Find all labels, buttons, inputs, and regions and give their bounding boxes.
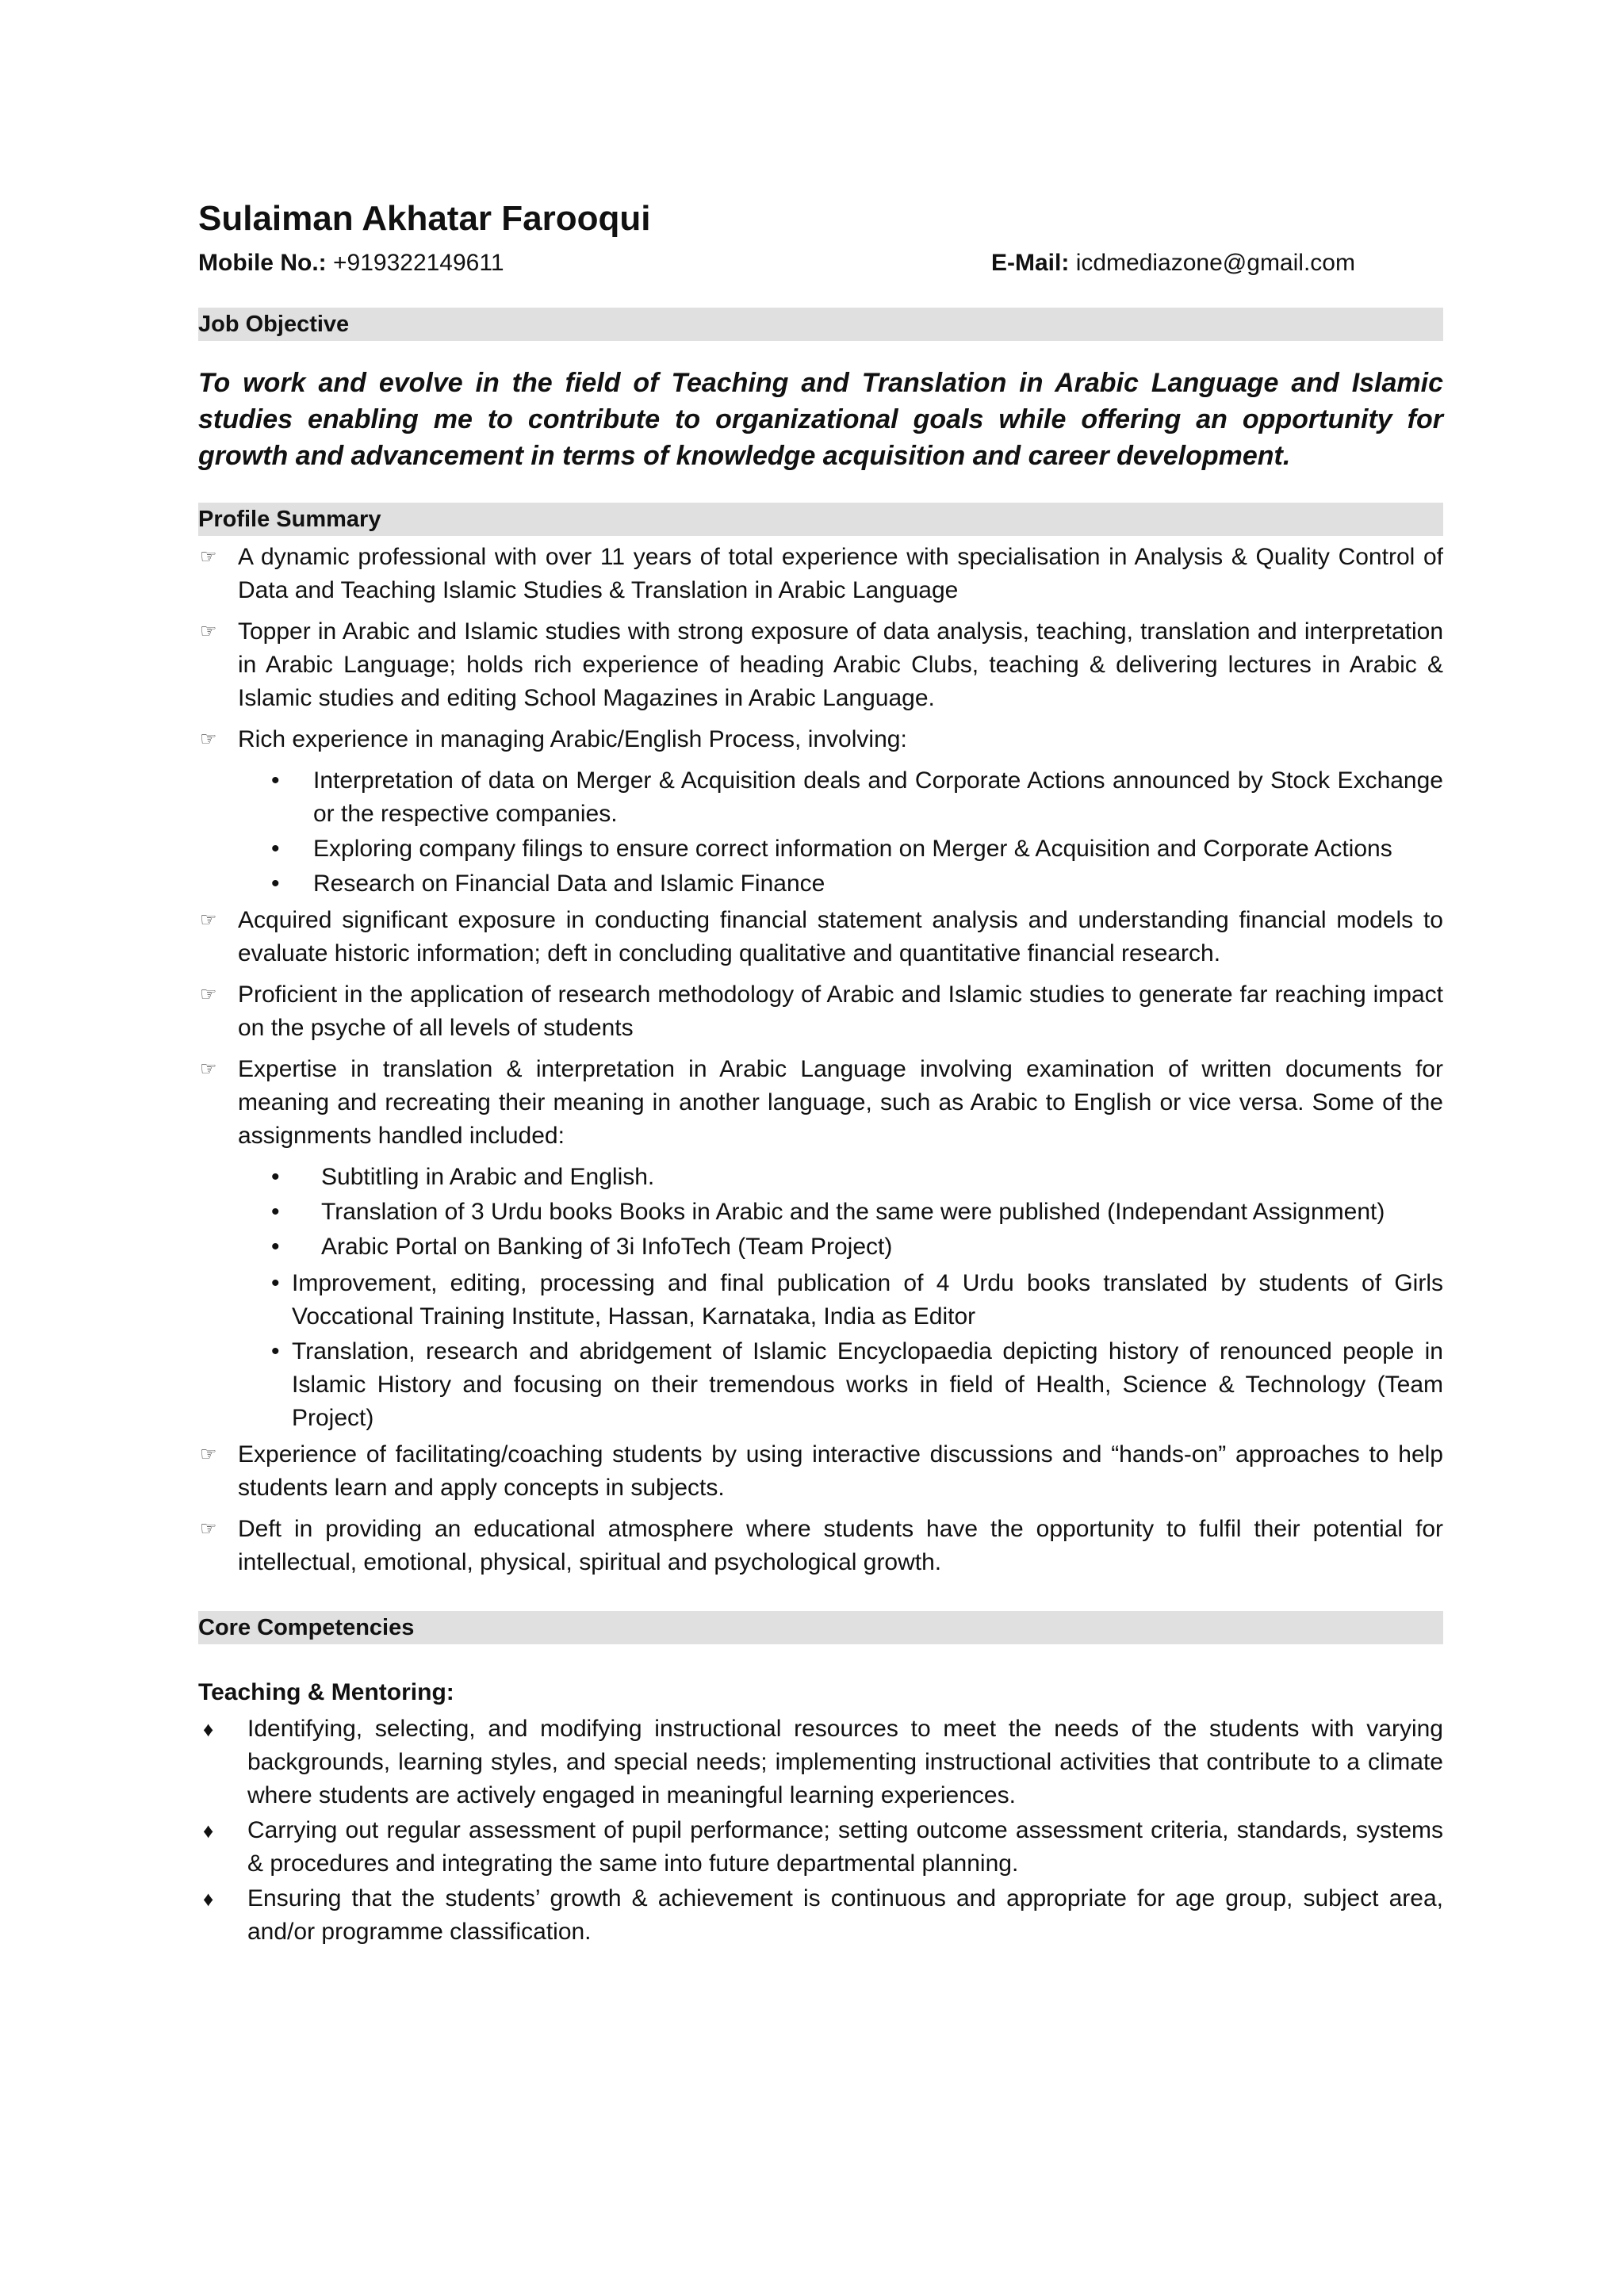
core-competencies-heading: Core Competencies: [198, 1611, 1443, 1644]
sub-list-item-text: Interpretation of data on Merger & Acquisition deals and Corporate Actions announced by Stock Exchange or the respective companies.: [313, 767, 1443, 827]
list-item: [198, 723, 1443, 756]
email-info: [991, 246, 1443, 281]
sub-list-item-text: Exploring company filings to ensure correct information on Merger & Acquisition and Corporate Actions: [313, 836, 1392, 862]
profile-summary-heading: Profile Summary: [198, 503, 1443, 536]
sub-list-item: [198, 1230, 1443, 1264]
bullet-dot-icon: •: [271, 767, 280, 794]
sub-list-item: [198, 832, 1443, 866]
list-item: [198, 1438, 1443, 1505]
contact-row: [198, 246, 1443, 281]
diamond-bullet-icon: ♦: [203, 1887, 214, 1911]
bullet-dot-icon: •: [271, 1338, 280, 1364]
list-item: [198, 615, 1443, 715]
list-item: [198, 904, 1443, 970]
candidate-name: Sulaiman Akhatar Farooqui: [198, 199, 651, 238]
list-item-text: A dynamic professional with over 11 years of total experience with specialisation in Analysis & Quality Control of Data and Teaching Islamic Studies & Translation in Arabic Language: [238, 544, 1443, 603]
profile-summary-list: [198, 541, 1443, 756]
job-objective-heading: Job Objective: [198, 308, 1443, 341]
list-item-text: Topper in Arabic and Islamic studies with strong exposure of data analysis, teaching, translation and interpretation in Arabic Language; holds rich experience of heading Arabic Clubs, teaching & delivering lectures in Arabic & Islamic studies and editing School Magazines in Arabic Language.: [238, 618, 1443, 711]
list-item: [198, 1814, 1443, 1881]
sub-list-item: [198, 867, 1443, 901]
bullet-dot-icon: •: [271, 871, 280, 897]
bullet-dot-icon: •: [271, 1270, 280, 1296]
sub-list-item: [198, 1335, 1443, 1435]
sub-list-item-text: Improvement, editing, processing and final publication of 4 Urdu books translated by students of Girls Voccational Training Institute, Hassan, Karnataka, India as Editor: [292, 1270, 1443, 1330]
list-item-text: Deft in providing an educational atmosphere where students have the opportunity to fulfil their potential for intellectual, emotional, physical, spiritual and psychological growth.: [238, 1516, 1443, 1575]
bullet-dot-icon: •: [271, 1234, 280, 1260]
pointing-hand-icon: ☞: [200, 1058, 217, 1080]
pointing-hand-icon: ☞: [200, 984, 217, 1005]
list-item: [198, 1882, 1443, 1949]
resume-page: [198, 197, 1443, 1950]
list-item-text: Experience of facilitating/coaching students by using interactive discussions and “hands-on” approaches to help students learn and apply concepts in subjects.: [238, 1441, 1443, 1501]
sub-list-item-text: Arabic Portal on Banking of 3i InfoTech (Team Project): [321, 1234, 893, 1260]
sub-list-item: [198, 1196, 1443, 1229]
pointing-hand-icon: ☞: [200, 546, 217, 568]
teaching-mentoring-subheading: Teaching & Mentoring:: [198, 1679, 454, 1705]
pointing-hand-icon: ☞: [200, 621, 217, 642]
assignments-sublist: [198, 1161, 1443, 1264]
mobile-label: Mobile No.:: [198, 250, 327, 276]
bullet-dot-icon: •: [271, 1199, 280, 1225]
bullet-dot-icon: •: [271, 836, 280, 862]
list-item: [198, 541, 1443, 607]
mobile-info: [198, 246, 504, 281]
list-item-text: Rich experience in managing Arabic/English Process, involving:: [238, 726, 907, 752]
diamond-bullet-icon: ♦: [203, 1819, 214, 1843]
bullet-dot-icon: •: [271, 1164, 280, 1190]
list-item: [198, 1053, 1443, 1153]
email-label: E-Mail:: [991, 250, 1070, 276]
pointing-hand-icon: ☞: [200, 1444, 217, 1465]
list-item-text: Ensuring that the students’ growth & achievement is continuous and appropriate for age group, subject area, and/or programme classification.: [247, 1885, 1443, 1945]
list-item: [198, 1513, 1443, 1579]
pointing-hand-icon: ☞: [200, 729, 217, 750]
email-value: icdmediazone@gmail.com: [1075, 250, 1355, 276]
core-competencies-list: [198, 1712, 1443, 1949]
list-item-text: Expertise in translation & interpretation in Arabic Language involving examination of written documents for meaning and recreating their meaning in another language, such as Arabic to English or vice versa. Some of the assignments handled included:: [238, 1056, 1443, 1149]
list-item: [198, 978, 1443, 1045]
mobile-value: +919322149611: [333, 250, 504, 276]
profile-summary-list-cont: [198, 904, 1443, 1153]
job-objective-text: To work and evolve in the field of Teaching and Translation in Arabic Language and Islamic studies enabling me to contribute to organizational goals while offering an opportunity for growth and advancement in terms of knowledge acquisition and career development.: [198, 368, 1443, 471]
process-sublist: [198, 764, 1443, 901]
list-item-text: Proficient in the application of research methodology of Arabic and Islamic studies to generate far reaching impact on the psyche of all levels of students: [238, 982, 1443, 1041]
sub-list-item: [198, 764, 1443, 831]
sub-list-item-text: Translation of 3 Urdu books Books in Arabic and the same were published (Independant Assignment): [321, 1199, 1385, 1225]
diamond-bullet-icon: ♦: [203, 1717, 214, 1741]
list-item-text: Carrying out regular assessment of pupil performance; setting outcome assessment criteria, standards, systems & procedures and integrating the same into future departmental planning.: [247, 1817, 1443, 1877]
assignments-sublist-2: [198, 1267, 1443, 1435]
list-item-text: Identifying, selecting, and modifying instructional resources to meet the needs of the students with varying backgrounds, learning styles, and special needs; implementing instructional activities that contribute to a climate where students are actively engaged in meaningful learning experiences.: [247, 1716, 1443, 1808]
list-item-text: Acquired significant exposure in conducting financial statement analysis and understanding financial models to evaluate historic information; deft in concluding qualitative and quantitative financial research.: [238, 907, 1443, 966]
sub-list-item-text: Subtitling in Arabic and English.: [321, 1164, 655, 1190]
sub-list-item-text: Translation, research and abridgement of Islamic Encyclopaedia depicting history of renounced people in Islamic History and focusing on their tremendous works in field of Health, Science & Technology (Team Project): [292, 1338, 1443, 1431]
profile-summary-list-end: [198, 1438, 1443, 1579]
sub-list-item-text: Research on Financial Data and Islamic Finance: [313, 871, 825, 897]
sub-list-item: [198, 1267, 1443, 1334]
sub-list-item: [198, 1161, 1443, 1194]
pointing-hand-icon: ☞: [200, 909, 217, 931]
pointing-hand-icon: ☞: [200, 1518, 217, 1540]
list-item: [198, 1712, 1443, 1812]
